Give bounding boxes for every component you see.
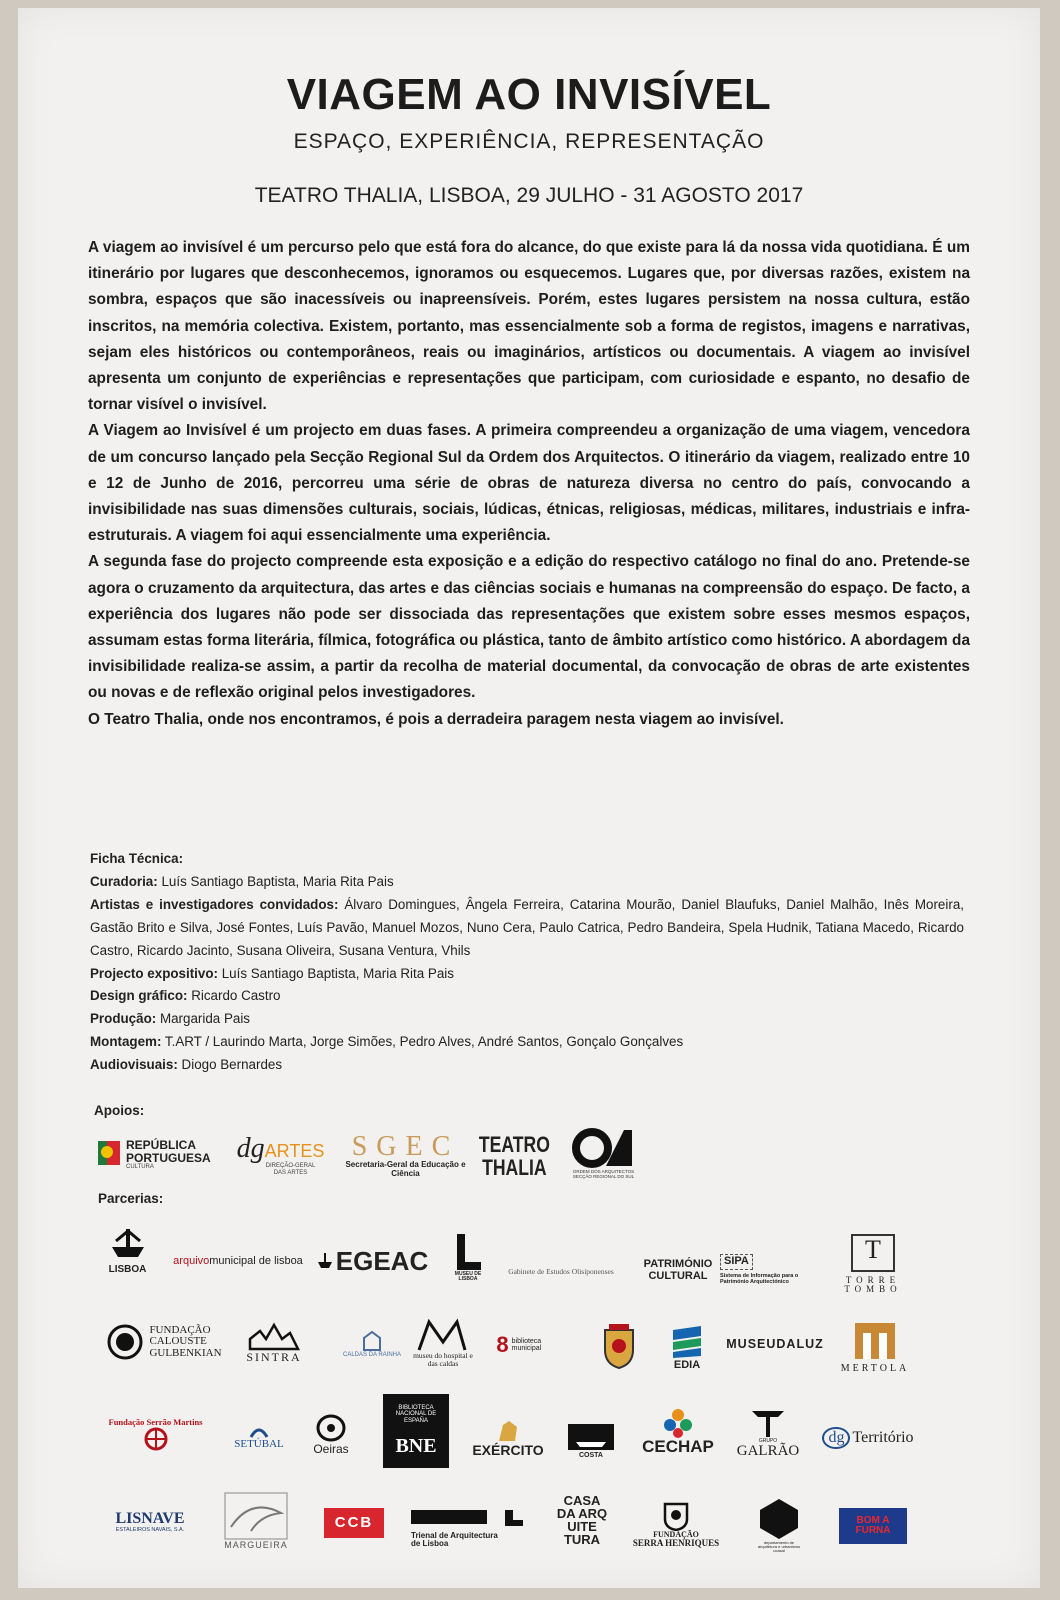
dgterritorio-text: Território [852,1428,914,1446]
audiovisuais-label: Audiovisuais: [90,1057,178,1073]
credits-heading: Ficha Técnica: [90,851,184,866]
torre-tombo-logo [836,1230,910,1298]
teatro-line2: THALIA [481,1155,547,1180]
edia-text: EDIA [673,1359,701,1372]
edia-logo [660,1318,714,1378]
bomba-line1: BOM A [856,1514,890,1526]
credits [90,848,964,1077]
gabinete-estudos-logo: Gabinete de Estudos Olisiponenses [508,1267,614,1277]
exercito-text: EXÉRCITO [472,1441,544,1458]
costa-logo [563,1418,619,1464]
costa-ship-icon [566,1422,616,1452]
artistas-value: Álvaro Domingues, Ângela Ferreira, Catarina Mourão, Daniel Blaufuks, Daniel Malhão, Inês Moreira, Gastão Brito e Silva, José Fontes, Luís Pavão, Manuel Mozos, Nuno Cera, Paulo Catrica, Pedro Bandeira, Spela Hudnik, Tatiana Macedo, Ricardo Castro, Ricardo Jacinto, Susana Oliveira, Susana Ventura, Vhils [90,896,964,958]
mertola-logo [838,1313,912,1383]
edia-waves-icon [669,1324,705,1360]
galrao-text: GALRÃO [736,1442,800,1459]
galrao-figure-icon [748,1405,788,1439]
museu-hospital-mark-icon [415,1318,471,1352]
projecto-value: Luís Santiago Baptista, Maria Rita Pais [221,965,454,981]
venue-dates: TEATRO THALIA, LISBOA, 29 JULHO - 31 AGOSTO 2017 [254,184,804,207]
fundacao-serrao-martins-logo [98,1412,213,1458]
design-label: Design gráfico: [90,988,188,1004]
paragraph-3: A segunda fase do projecto compreende esta exposição e a edição do respectivo catálogo no final do ano. Pretende-se agora o cruzamento da arquitectura, das artes e das ciências sociais e humanas na compreensão do espaço. De facto, a experiência dos lugares não pode ser dissociada das representações que existem sobre esses mesmos espaços, assumam estas forma literária, fílmica, fotográfica ou plástica, tanto de âmbito artístico como histórico. A abordagem da invisibilidade realiza-se assim, a partir da recolha de material documental, da convocação de obras de arte existentes ou novas e de reflexão original pelos investigadores. [88,553,970,702]
torre-line2: TOMBO [844,1284,902,1294]
oeiras-mark-icon [315,1413,347,1443]
lisnave-logo [104,1508,196,1536]
dauaa-logo [746,1494,812,1556]
sipa-text: Sistema de Informação para o Património Arquitectónico [720,1273,799,1285]
gulbenkian-line3: GULBENKIAN [149,1346,222,1359]
bne-text: BNE [395,1434,437,1457]
biblioteca-text: biblioteca municipal [511,1337,542,1352]
lisboa-logo [100,1220,155,1280]
sgec-text: Secretaria-Geral da Educação e Ciência [345,1160,466,1178]
rio-maior-crest-logo [594,1318,644,1374]
dgartes-sub: DIREÇÃO-GERAL DAS ARTES [265,1163,316,1176]
audiovisuais-value: Diogo Bernardes [181,1057,283,1073]
bne-logo [383,1394,449,1468]
egeac-logo [312,1244,432,1280]
teatro-line1: TEATRO [478,1131,550,1157]
margueira-text: MARGUEIRA [224,1540,288,1551]
arquivo-text2: municipal de lisboa [209,1255,303,1268]
sintra-logo [238,1314,310,1370]
patrimonio-cultural-logo [640,1256,716,1286]
exhibition-panel [18,8,1040,1588]
gulbenkian-logo [102,1320,227,1364]
parcerias-label: Parcerias: [98,1191,164,1206]
costa-text: COSTA [579,1452,603,1460]
republica-line3: CULTURA [126,1164,154,1171]
gulbenkian-line1: FUNDAÇÃO [149,1323,211,1336]
cechap-flower-icon [661,1408,695,1438]
caldas-text: CALDAS DA RAINHA [342,1351,402,1358]
galrao-logo [730,1396,806,1468]
republica-line1: REPÚBLICA [126,1138,197,1153]
dauaa-text: departamento de arquitetura e urbanismo ucasal [757,1539,801,1554]
trienal-mark-icon [411,1508,525,1528]
egeac-ship-icon [316,1250,334,1274]
bomba-line2: FURNA [855,1525,891,1536]
producao-value: Margarida Pais [159,1011,251,1027]
setubal-text: SETÚBAL [234,1438,284,1451]
serrao-text: Fundação Serrão Martins [108,1416,203,1427]
dgterritorio-logo [814,1418,922,1458]
casa-line1: CASA [563,1493,601,1508]
mertola-castle-icon [853,1321,897,1361]
oeiras-logo [303,1408,359,1460]
arquivo-municipal-logo [168,1252,308,1272]
apoios-label: Apoios: [94,1103,145,1118]
trienal-logo [411,1502,525,1554]
casa-line4: TURA [563,1532,601,1547]
torre-mark: T [851,1234,895,1272]
egeac-text: EGEAC [335,1246,429,1277]
setubal-logo [223,1416,295,1458]
patrimonio-line2: CULTURAL [648,1270,708,1282]
biblioteca-municipal-logo [484,1330,564,1360]
republica-emblem-icon [96,1137,122,1173]
curadoria-label: Curadoria: [90,873,158,889]
trienal-line2: de Lisboa [411,1539,449,1548]
biblioteca-number: 8 [496,1332,509,1358]
torre-line1: TORRE [845,1274,901,1285]
municipal-crest-icon [599,1322,639,1370]
gulbenkian-seal-icon [107,1324,143,1360]
setubal-mark-icon [247,1423,271,1439]
museu-hospital-text: museu do hospital e das caldas [413,1351,473,1368]
design-value: Ricardo Castro [191,988,281,1004]
paragraph-4: O Teatro Thalia, onde nos encontramos, é pois a derradeira paragem nesta viagem ao invisível. [88,710,784,728]
montagem-label: Montagem: [90,1034,162,1050]
page-subtitle: ESPAÇO, EXPERIÊNCIA, REPRESENTAÇÃO [293,130,765,153]
projecto-label: Projecto expositivo: [90,965,218,981]
teatro-thalia-logo [478,1130,550,1182]
caldas-crest-icon [360,1330,384,1352]
sipa-logo [720,1242,826,1298]
artistas-label: Artistas e investigadores convidados: [90,896,339,912]
producao-label: Produção: [90,1011,157,1027]
oa-text: ORDEM DOS ARQUITECTOS SECÇÃO REGIONAL DO SUL [572,1169,635,1179]
cechap-text: CECHAP [642,1437,714,1457]
exercito-logo [465,1412,551,1464]
ordem-arquitectos-logo [566,1120,641,1184]
republica-line2: PORTUGUESA [126,1150,211,1165]
margueira-bird-icon [221,1491,291,1541]
page-title: VIAGEM AO INVISÍVEL [286,70,772,119]
patrimonio-line1: PATRIMÓNIO [643,1258,713,1271]
serra-line2: SERRA HENRIQUES [632,1538,720,1549]
museu-lisboa-logo [448,1228,488,1286]
sgec-logo [333,1128,478,1182]
fundacao-serra-henriques-logo [628,1494,724,1556]
oa-mark-icon [572,1124,636,1170]
casa-arquitectura-logo [554,1488,610,1552]
cechap-logo [638,1400,718,1464]
sintra-palace-icon [246,1321,302,1351]
dgterritorio-dg: dg [822,1427,850,1450]
montagem-value: T.ART / Laurindo Marta, Jorge Simões, Pedro Alves, André Santos, Gonçalo Gonçalves [164,1034,684,1050]
bne-sub: BIBLIOTECA NACIONAL DE ESPAÑA [395,1405,437,1424]
sipa-mark: SIPA [720,1254,753,1270]
paragraph-2: A Viagem ao Invisível é um projecto em duas fases. A primeira compreendeu a organização de uma viagem, vencedora de um concurso lançado pela Secção Regional Sul da Ordem dos Arquitectos. O itinerário da viagem, realizado entre 10 e 12 de Junho de 2016, percorreu uma série de obras de natureza diversa no centro do país, convocando a invisibilidade nas suas dimensões culturais, sociais, lúdicas, étnicas, religiosas, médicas, militares, industriais e infra-estruturais. A viagem foi aqui essencialmente uma experiência. [88,422,970,545]
casa-line2: DA ARQ [556,1506,608,1521]
trienal-line1: Trienal de Arquitectura [411,1530,498,1540]
museu-lisboa-mark-icon [453,1232,483,1272]
mertola-text: MERTOLA [840,1363,910,1375]
paragraph-1: A viagem ao invisível é um percurso pelo que está fora do alcance, do que existe para lá da nossa vida quotidiana. É um itinerário por lugares que desconhecemos, ignoramos ou esquecemos. Lugares que, por diversas razões, existem na sombra, espaços que são inacessíveis ou inapreensíveis. Porém, estes lugares persistem na nossa cultura, estão inscritos, na memória colectiva. Existem, portanto, mas essencialmente sob a forma de registos, imagens e narrativas, sejam eles históricos ou contemporâneos, reais ou imaginários, artísticos ou documentais. A viagem ao invisível apresenta um conjunto de experiências e representações que participam, com curiosidade e espanto, no desafio de tornar visível o invisível. [88,239,970,414]
republica-portuguesa-logo [96,1128,216,1182]
curadoria-value: Luís Santiago Baptista, Maria Rita Pais [161,873,394,889]
dauaa-hexagon-icon [756,1497,802,1541]
ccb-logo: CCB [324,1508,384,1538]
dgartes-dg: dg [236,1133,265,1164]
sgec-mark: SGEC [351,1130,460,1162]
intro-text [88,235,970,733]
arquivo-text1: arquivo [173,1255,210,1268]
lisnave-sub: ESTALEIROS NAVAIS, S.A. [115,1526,185,1533]
bomba-furna-logo [839,1508,907,1544]
exercito-lion-icon [495,1419,521,1443]
galrao-sub: GRUPO [758,1437,778,1444]
oeiras-text: Oeiras [313,1441,349,1456]
serra-henriques-crest-icon [662,1501,690,1531]
museu-lisboa-text: MUSEU DE LISBOA [454,1270,482,1282]
lisboa-text: LISBOA [108,1263,147,1275]
serra-line1: FUNDAÇÃO [653,1530,699,1540]
caldas-rainha-logo [340,1324,404,1364]
serrao-wheel-icon [143,1426,169,1452]
museu-hospital-logo [411,1314,475,1372]
gulbenkian-line2: CALOUSTE [149,1335,207,1348]
lisnave-text: LISNAVE [115,1509,185,1527]
margueira-logo [218,1486,294,1556]
casa-line3: UITE [567,1519,597,1534]
museu-da-luz-logo: MUSEUDALUZ [726,1337,824,1352]
sintra-text: SINTRA [246,1349,302,1364]
dgartes-logo [233,1126,328,1184]
lisboa-ship-icon [106,1225,150,1265]
dgartes-artes: ARTES [264,1141,325,1161]
